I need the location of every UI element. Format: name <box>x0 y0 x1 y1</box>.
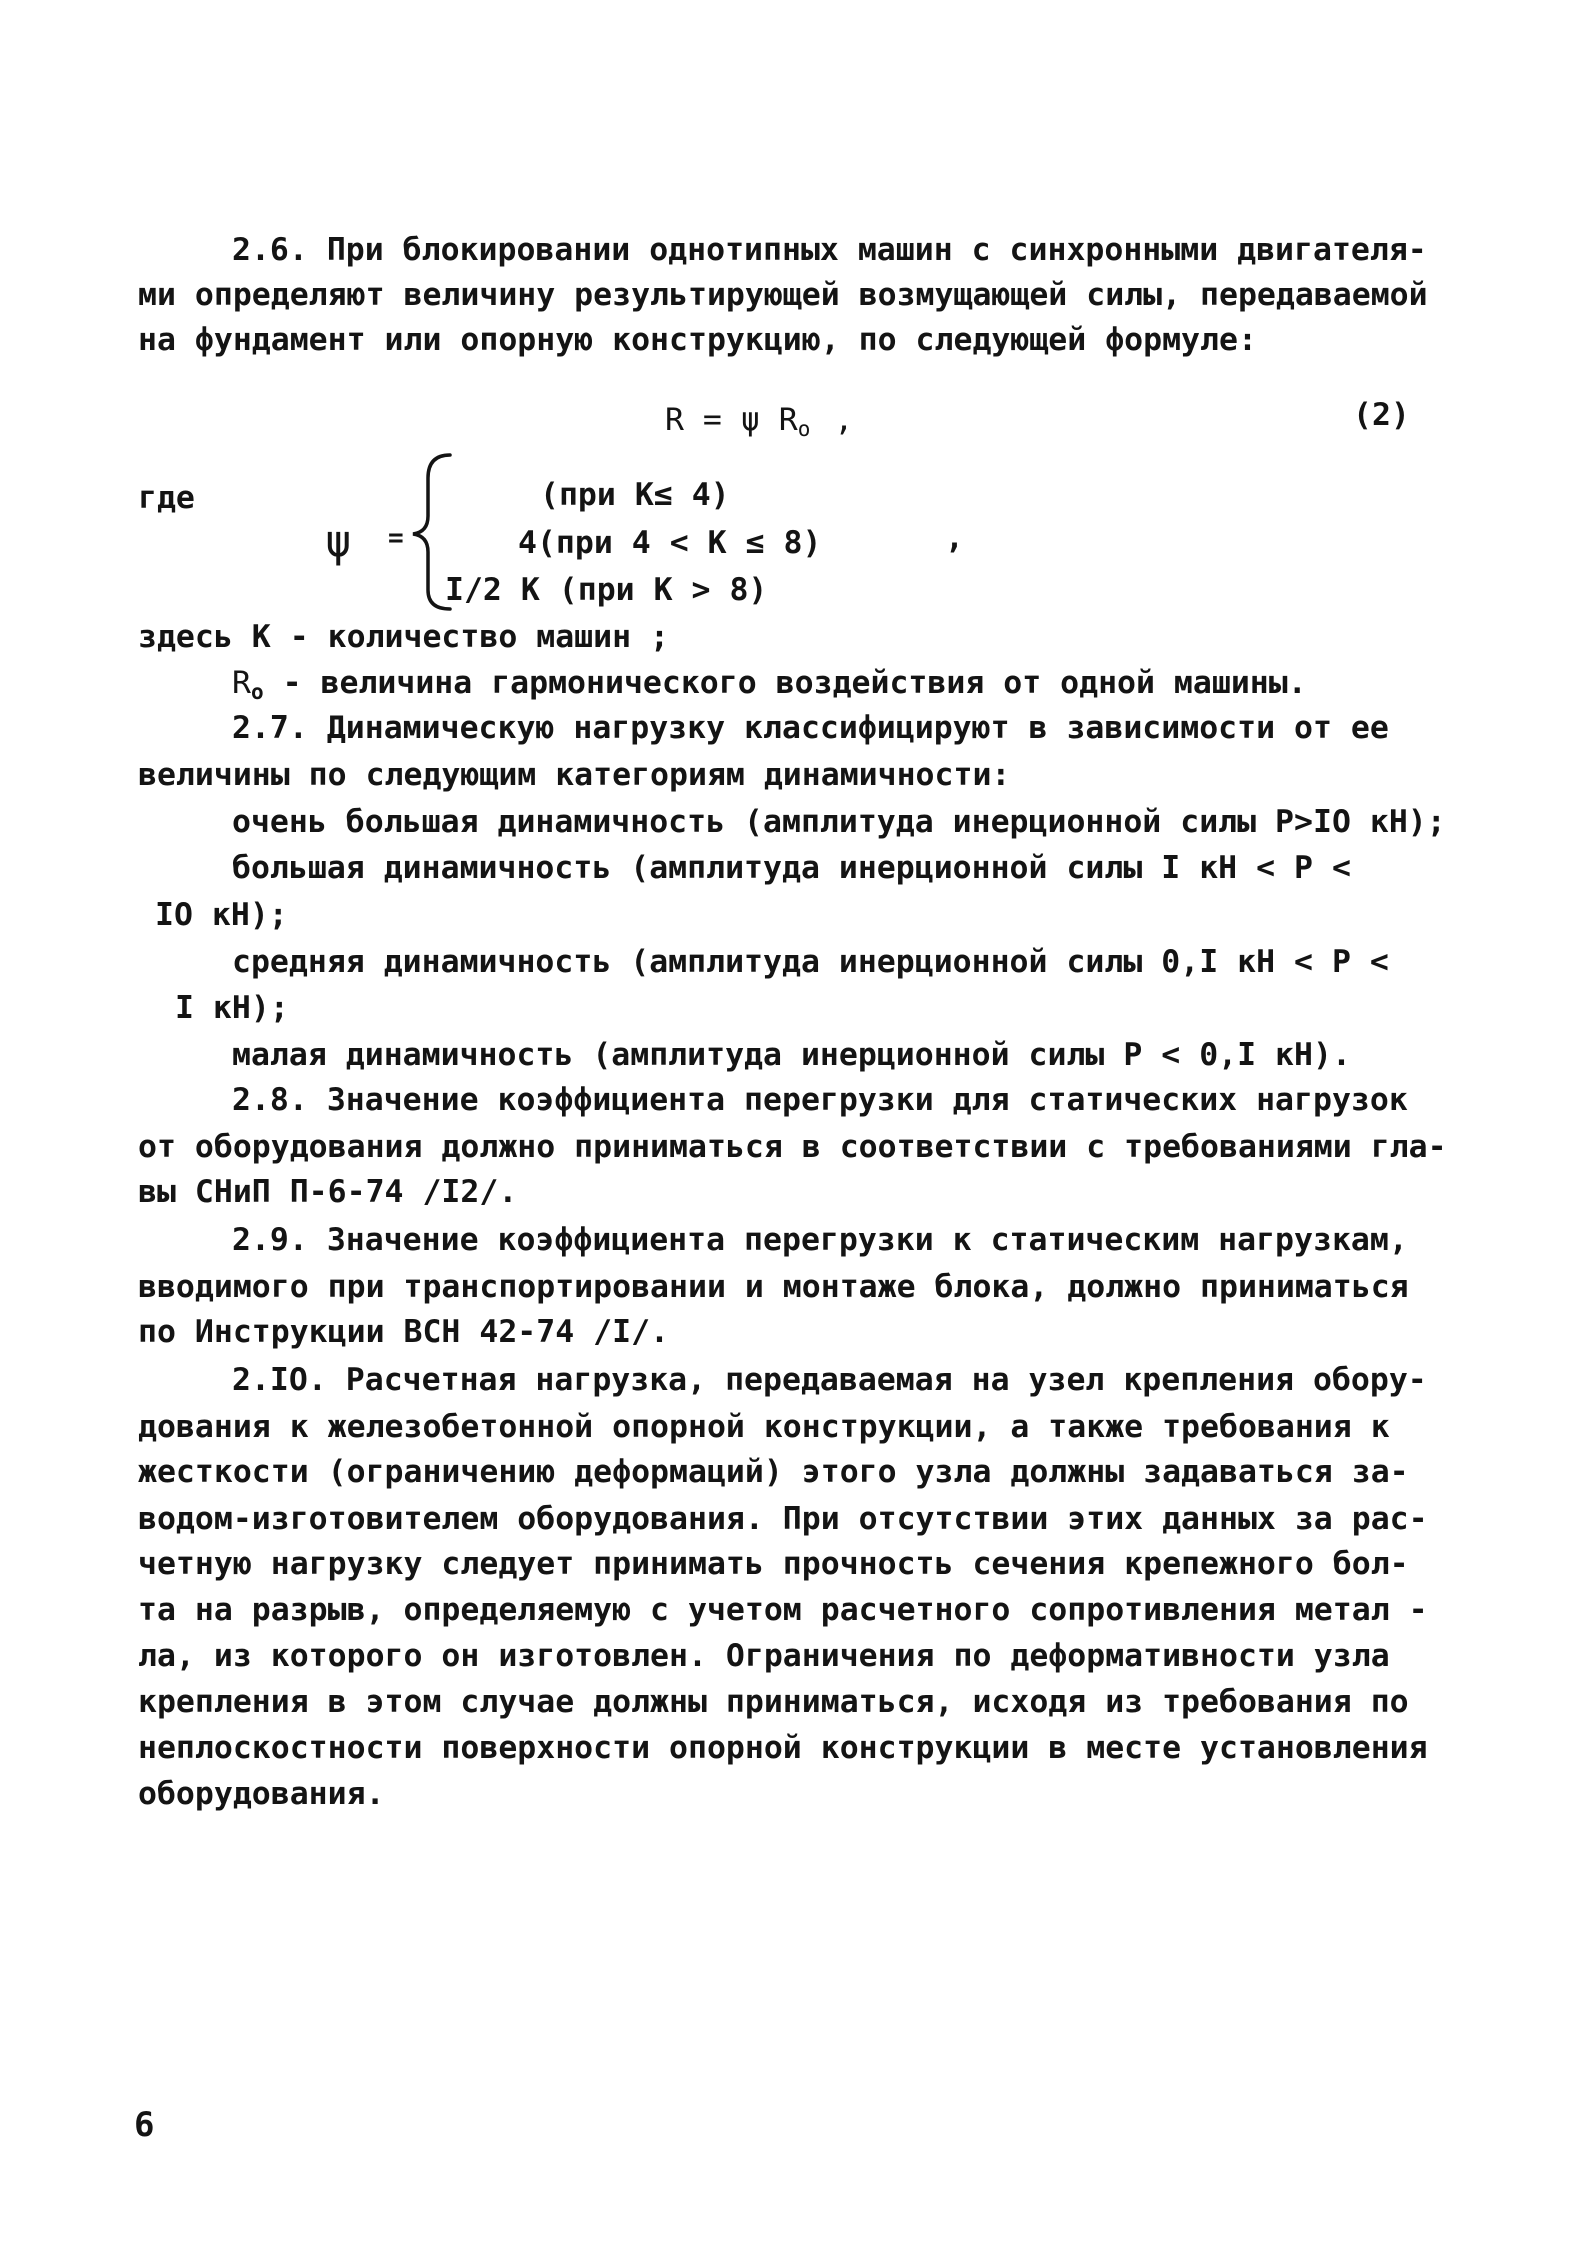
section-2-10-line-3: жесткости (ограничению деформаций) этого узла должны задаваться за- <box>138 1454 1409 1490</box>
section-2-9-line-1: 2.9. Значение коэффициента перегрузки к статическим нагрузкам, <box>232 1222 1408 1258</box>
formula-case-3: I/2 K (при K > 8) <box>445 572 768 608</box>
formula-case-2: 4(при 4 < K ≤ 8) <box>518 525 822 561</box>
formula-where-label: где <box>138 480 195 516</box>
legend-r-text: - величина гармонического воздействия от одной машины. <box>263 665 1307 701</box>
legend-k-line: здесь K - количество машин ; <box>138 619 670 655</box>
psi-symbol: ψ <box>325 516 352 567</box>
legend-r-symbol: R <box>232 665 251 701</box>
formula-expression-main: R = ψ R <box>665 402 798 438</box>
section-2-10-line-6: та на разрыв, определяемую с учетом расчетного сопротивления метал - <box>138 1592 1428 1628</box>
section-2-7-line-2: величины по следующим категориям динамичности: <box>138 757 1011 793</box>
legend-r-sub: o <box>250 680 264 704</box>
section-2-10-line-10: оборудования. <box>138 1776 385 1812</box>
formula-equals: = <box>388 523 404 553</box>
section-2-7-line-4: большая динамичность (амплитуда инерционной силы I кН < P < <box>232 850 1351 886</box>
section-2-9-line-3: по Инструкции ВСН 42-74 /I/. <box>138 1314 670 1350</box>
legend-r-line <box>232 663 1307 712</box>
section-2-7-line-5: IO кН); <box>155 897 288 933</box>
formula-trailing-comma: , <box>945 520 964 556</box>
section-2-10-line-2: дования к железобетонной опорной конструкции, а также требования к <box>138 1409 1390 1445</box>
section-2-7-line-6: средняя динамичность (амплитуда инерционной силы 0,I кН < P < <box>232 944 1389 980</box>
formula-expression-tail: , <box>834 402 854 438</box>
formula-expression <box>665 400 853 449</box>
formula-expression-sub: o <box>797 417 811 441</box>
section-2-8-line-2: от оборудования должно приниматься в соответствии с требованиями гла- <box>138 1129 1447 1165</box>
section-2-7-line-7: I кН); <box>175 990 289 1026</box>
section-2-8-line-3: вы СНиП П-6-74 /I2/. <box>138 1174 518 1210</box>
section-2-9-line-2: вводимого при транспортировании и монтаже блока, должно приниматься <box>138 1269 1409 1305</box>
section-2-7-line-8: малая динамичность (амплитуда инерционной силы P < 0,I кН). <box>232 1037 1351 1073</box>
section-2-7-line-1: 2.7. Динамическую нагрузку классифицируют в зависимости от ее <box>232 710 1389 746</box>
section-2-10-line-4: водом-изготовителем оборудования. При отсутствии этих данных за рас- <box>138 1501 1428 1537</box>
section-2-7-line-3: очень большая динамичность (амплитуда инерционной силы P>IO кН); <box>232 804 1446 840</box>
section-2-6-line-2: ми определяют величину результирующей возмущающей силы, передаваемой <box>138 277 1428 313</box>
formula-case-1: (при K≤ 4) <box>540 477 730 513</box>
page-number: 6 <box>134 2105 155 2145</box>
section-2-8-line-1: 2.8. Значение коэффициента перегрузки для статических нагрузок <box>232 1082 1408 1118</box>
section-2-10-line-5: четную нагрузку следует принимать прочность сечения крепежного бол- <box>138 1546 1409 1582</box>
section-2-10-line-7: ла, из которого он изготовлен. Ограничения по деформативности узла <box>138 1638 1390 1674</box>
formula-number: (2) <box>1353 397 1410 433</box>
section-2-10-line-1: 2.IO. Расчетная нагрузка, передаваемая на узел крепления обору- <box>232 1362 1427 1398</box>
section-2-6-line-3: на фундамент или опорную конструкцию, по следующей формуле: <box>138 322 1257 358</box>
section-2-10-line-8: крепления в этом случае должны приниматься, исходя из требования по <box>138 1684 1409 1720</box>
section-2-10-line-9: неплоскостности поверхности опорной конструкции в месте установления <box>138 1730 1428 1766</box>
section-2-6-line-1: 2.6. При блокировании однотипных машин с синхронными двигателя- <box>232 232 1427 268</box>
